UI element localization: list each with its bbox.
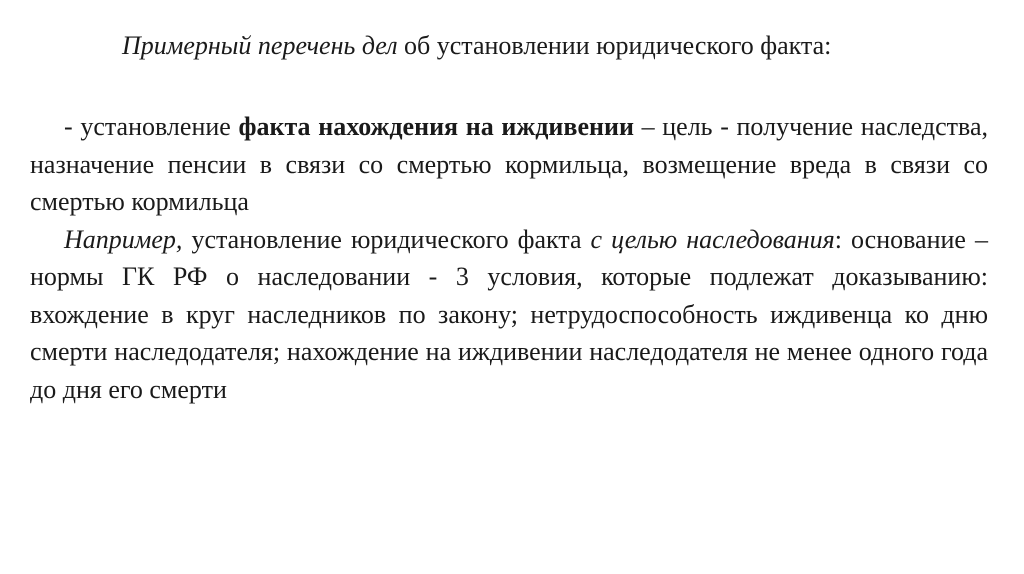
title-italic-part: Примерный перечень дел <box>122 31 398 60</box>
paragraph1-rest: – цель - получение наследства, назначение пенсии в связи со смертью кормильца, возмещение вреда в связи со смертью кормильца <box>30 112 988 216</box>
paragraph2-italic-lead: Например, <box>64 224 183 254</box>
paragraph1-lead: - установление <box>64 112 239 141</box>
paragraph2-rest: : основание – нормы ГК РФ о наследовании - 3 условия, которые подлежат доказыванию: вхождение в круг наследников по закону; нетрудоспособность иждивенца ко дню смерти наследодателя; нахождение на иждивении наследодателя не менее одного года до дня его смерти <box>30 224 988 404</box>
paragraph-dependency-fact <box>30 108 988 221</box>
paragraph1-bold-term: факта нахождения на иждивении <box>238 112 634 141</box>
paragraph-example <box>30 221 988 409</box>
slide-title <box>122 28 831 64</box>
title-plain-part: об установлении юридического факта: <box>397 31 832 60</box>
paragraph2-middle: установление юридического факта <box>182 224 591 254</box>
slide-body <box>30 108 988 408</box>
paragraph2-italic-goal: с целью наследования <box>590 224 835 254</box>
